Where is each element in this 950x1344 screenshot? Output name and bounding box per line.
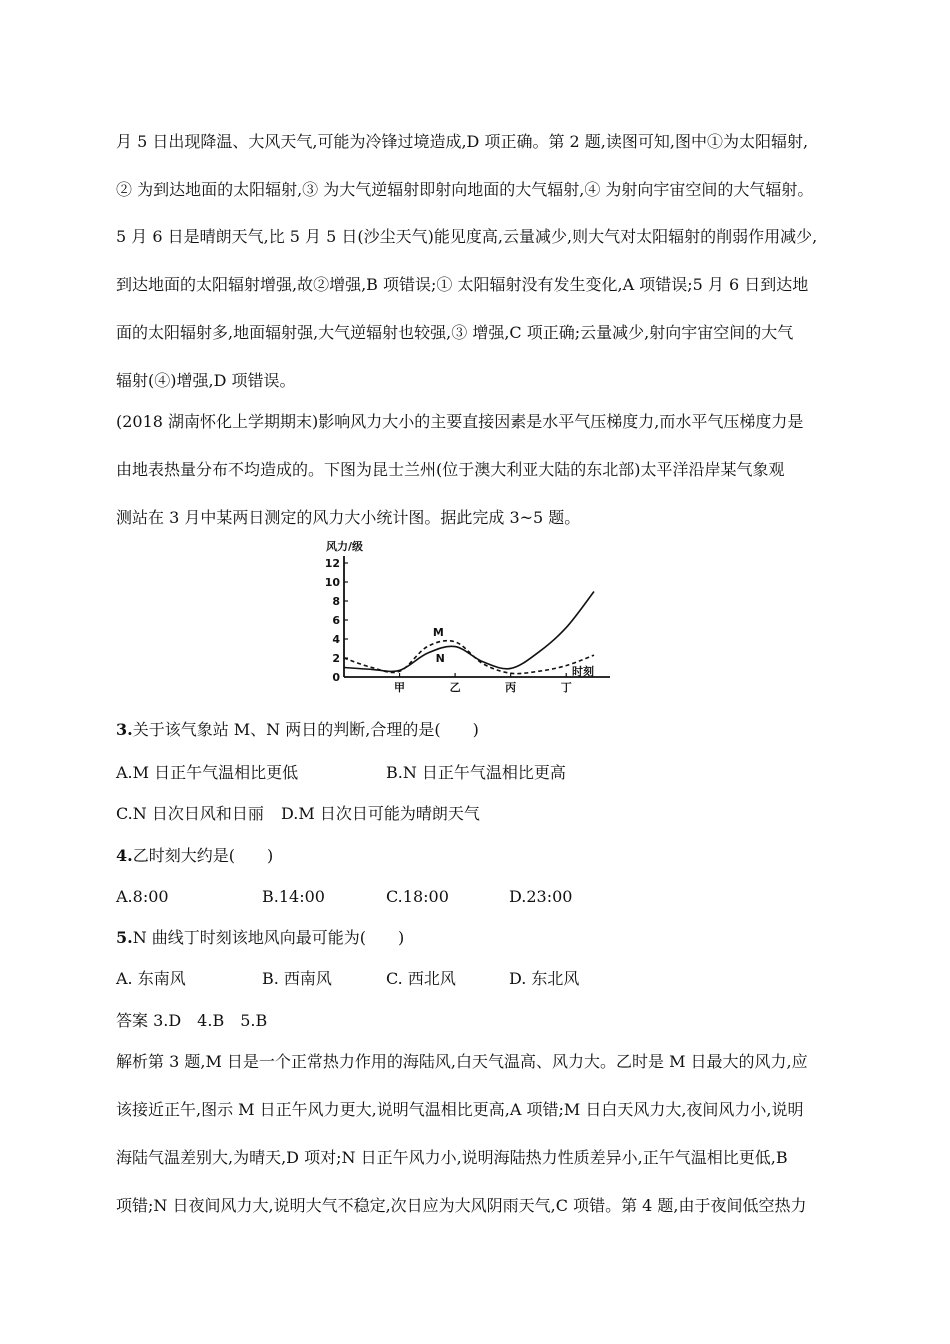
option-b[interactable]: B. 西南风 — [262, 969, 332, 988]
option-a[interactable]: A. 东南风 — [116, 969, 186, 988]
series-m-line — [344, 641, 594, 674]
y-tick-label: 12 — [324, 557, 340, 570]
y-tick-label: 10 — [324, 576, 340, 589]
text-line: 到达地面的太阳辐射增强,故②增强,B 项错误;① 太阳辐射没有发生变化,A 项错误;5 月 6 日到达地 — [116, 275, 809, 294]
option-b[interactable]: B.N 日正午气温相比更高 — [386, 763, 566, 782]
y-tick-label: 2 — [332, 652, 340, 665]
question-stem — [116, 845, 273, 867]
text-line: 月 5 日出现降温、大风天气,可能为冷锋过境造成,D 项正确。第 2 题,读图可知,图中①为太阳辐射, — [116, 132, 809, 151]
x-axis-label: 时刻 — [572, 665, 594, 678]
text-line: 项错;N 日夜间风力大,说明大气不稳定,次日应为大风阴雨天气,C 项错。第 4 题,由于夜间低空热力 — [116, 1196, 807, 1215]
text-line: (2018 湖南怀化上学期期末)影响风力大小的主要直接因素是水平气压梯度力,而水平气压梯度力是 — [116, 412, 804, 431]
option-a[interactable]: A.M 日正午气温相比更低 — [116, 763, 299, 782]
option-c[interactable]: C.18:00 — [386, 887, 449, 906]
text-line: 该接近正午,图示 M 日正午风力更大,说明气温相比更高,A 项错;M 日白天风力大,夜间风力小,说明 — [116, 1100, 804, 1119]
answer-line: 答案 3.D 4.B 5.B — [116, 1011, 268, 1030]
text-line: 面的太阳辐射多,地面辐射强,大气逆辐射也较强,③ 增强,C 项正确;云量减少,射向宇宙空间的大气 — [116, 323, 794, 342]
y-tick-label: 6 — [332, 614, 340, 627]
option-d[interactable]: D.23:00 — [509, 887, 573, 906]
question-text: 关于该气象站 M、N 两日的判断,合理的是( ) — [132, 720, 479, 739]
text-line: 5 月 6 日是晴朗天气,比 5 月 5 日(沙尘天气)能见度高,云量减少,则大气对太阳辐射的削弱作用减少, — [116, 227, 818, 246]
y-tick-label: 8 — [332, 595, 340, 608]
option-a[interactable]: A.8:00 — [116, 887, 169, 906]
x-tick-label: 甲 — [394, 681, 406, 694]
option-b[interactable]: B.14:00 — [262, 887, 325, 906]
question-number: 3. — [116, 720, 133, 739]
y-axis-label: 风力/级 — [326, 540, 364, 553]
x-tick-label: 丙 — [505, 681, 517, 694]
text-line: 解析第 3 题,M 日是一个正常热力作用的海陆风,白天气温高、风力大。乙时是 M 日最大的风力,应 — [116, 1052, 808, 1071]
question-number: 4. — [116, 846, 133, 865]
text-line: 辐射(④)增强,D 项错误。 — [116, 371, 296, 390]
question-text: N 曲线丁时刻该地风向最可能为( ) — [132, 928, 405, 947]
series-n-label: N — [435, 651, 445, 665]
text-line: 由地表热量分布不均造成的。下图为昆士兰州(位于澳大利亚大陆的东北部)太平洋沿岸某气象观 — [116, 460, 785, 479]
question-text: 乙时刻大约是( ) — [132, 846, 274, 865]
option-d[interactable]: D. 东北风 — [509, 969, 580, 988]
option-c[interactable]: C.N 日次日风和日丽 — [116, 804, 264, 823]
text-line: 测站在 3 月中某两日测定的风力大小统计图。据此完成 3~5 题。 — [116, 508, 581, 527]
wind-force-chart — [318, 538, 638, 698]
x-tick-label: 丁 — [560, 681, 572, 694]
option-d[interactable]: D.M 日次日可能为晴朗天气 — [281, 804, 480, 823]
y-tick-label: 4 — [332, 633, 340, 646]
x-tick-label: 乙 — [449, 681, 461, 694]
text-line: 海陆气温差别大,为晴天,D 项对;N 日正午风力小,说明海陆热力性质差异小,正午气温相比更低,B — [116, 1148, 788, 1167]
y-tick-label: 0 — [332, 671, 340, 684]
series-n-line — [344, 592, 594, 672]
question-stem — [116, 927, 404, 949]
text-line: ② 为到达地面的太阳辐射,③ 为大气逆辐射即射向地面的大气辐射,④ 为射向宇宙空间的大气辐射。 — [116, 180, 814, 199]
series-m-label: M — [432, 626, 444, 640]
option-c[interactable]: C. 西北风 — [386, 969, 456, 988]
question-number: 5. — [116, 928, 133, 947]
question-stem — [116, 719, 479, 741]
